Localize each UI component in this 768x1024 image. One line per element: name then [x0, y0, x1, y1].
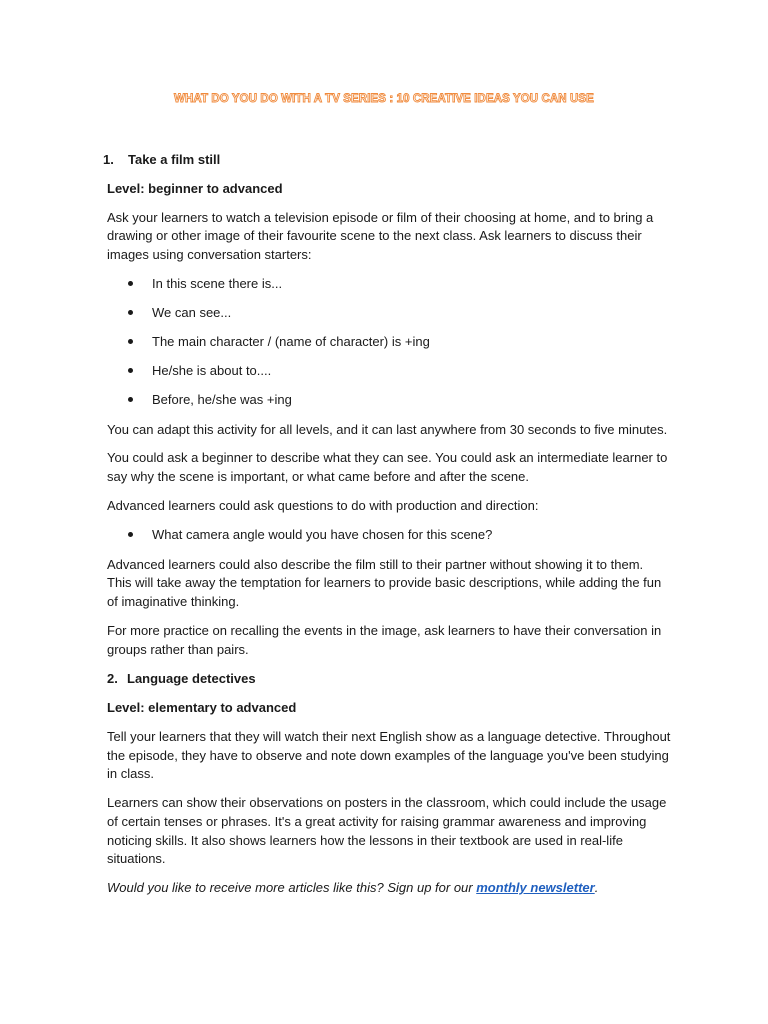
- paragraph-line: say why the scene is important, or what came before and after the scene.: [107, 469, 529, 484]
- newsletter-prompt: Would you like to receive more articles like this? Sign up for our: [107, 880, 477, 895]
- paragraph-line: For more practice on recalling the events in the image, ask learners to have their conversation in: [107, 623, 662, 638]
- paragraph-line: noticing skills. It also shows learners how the lessons in their textbook are used in real-life: [107, 833, 623, 848]
- section-1-number: 1.: [103, 152, 114, 167]
- newsletter-line: [107, 879, 598, 897]
- paragraph-line: You can adapt this activity for all levels, and it can last anywhere from 30 seconds to five minutes.: [107, 422, 668, 437]
- paragraph-line: groups rather than pairs.: [107, 642, 249, 657]
- newsletter-link[interactable]: monthly newsletter: [476, 880, 595, 895]
- paragraph-line: the episode, they have to observe and note down examples of the language you've been studying: [107, 748, 669, 763]
- section-1-level: Level: beginner to advanced: [107, 181, 283, 196]
- paragraph-line: Advanced learners could also describe the film still to their partner without showing it to them.: [107, 557, 644, 572]
- paragraph-line: of imaginative thinking.: [107, 594, 240, 609]
- starter-item: Before, he/she was +ing: [152, 392, 292, 407]
- paragraph-line: Learners can show their observations on posters in the classroom, which could include the usage: [107, 795, 667, 810]
- starter-item: We can see...: [152, 305, 232, 320]
- bullet-icon: [128, 397, 133, 402]
- section-2-heading: Language detectives: [127, 671, 256, 686]
- paragraph-line: Tell your learners that they will watch their next English show as a language detective. Throughout: [107, 729, 671, 744]
- paragraph-line: Ask your learners to watch a television episode or film of their choosing at home, and to bring a: [107, 210, 654, 225]
- bullet-icon: [128, 532, 133, 537]
- bullet-icon: [128, 339, 133, 344]
- bullet-icon: [128, 281, 133, 286]
- page-title: WHAT DO YOU DO WITH A TV SERIES : 10 CREATIVE IDEAS YOU CAN USE: [174, 93, 594, 105]
- starter-item: The main character / (name of character) is +ing: [152, 334, 430, 349]
- question-item: What camera angle would you have chosen for this scene?: [152, 527, 493, 542]
- paragraph-line: This will take away the temptation for learners to provide basic descriptions, while adding the fun: [107, 575, 662, 590]
- paragraph-line: Advanced learners could ask questions to do with production and direction:: [107, 498, 539, 513]
- paragraph-line: situations.: [107, 851, 166, 866]
- paragraph-line: of certain tenses or phrases. It's a great activity for raising grammar awareness and improving: [107, 814, 647, 829]
- paragraph-line: in class.: [107, 766, 154, 781]
- section-1-heading: Take a film still: [128, 152, 221, 167]
- section-2-number: 2.: [107, 671, 118, 686]
- starter-item: In this scene there is...: [152, 276, 283, 291]
- paragraph-line: drawing or other image of their favourite scene to the next class. Ask learners to discuss their: [107, 228, 642, 243]
- paragraph-line: You could ask a beginner to describe what they can see. You could ask an intermediate learner to: [107, 450, 668, 465]
- section-2-level: Level: elementary to advanced: [107, 700, 297, 715]
- newsletter-end: .: [594, 880, 599, 895]
- bullet-icon: [128, 368, 133, 373]
- bullet-icon: [128, 310, 133, 315]
- paragraph-line: images using conversation starters:: [107, 247, 312, 262]
- starter-item: He/she is about to....: [152, 363, 272, 378]
